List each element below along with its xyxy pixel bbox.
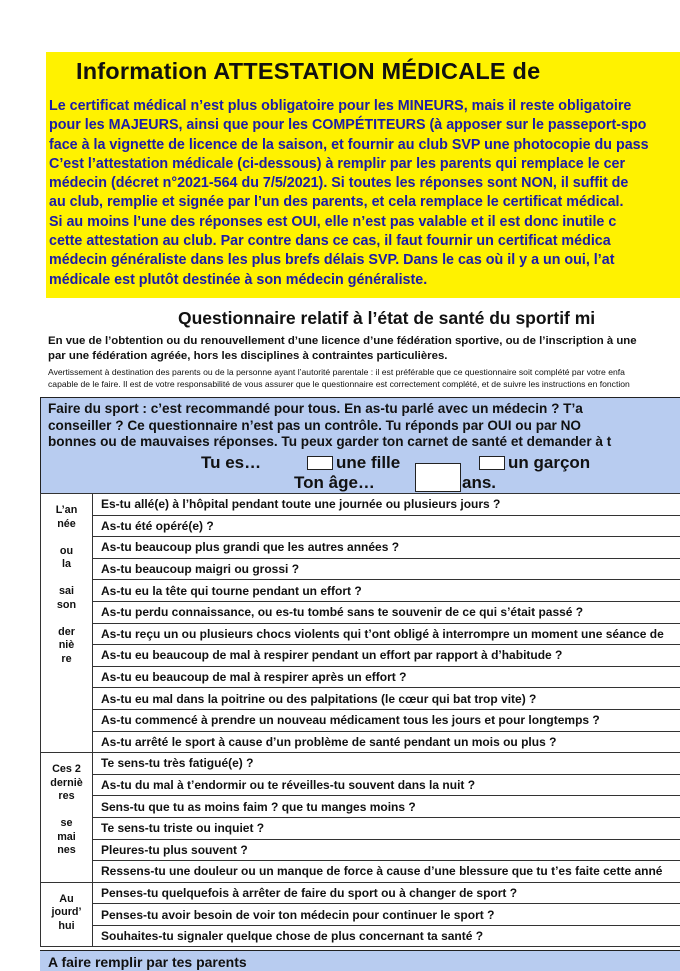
period-label-line: niè (41, 639, 92, 653)
medical-info-banner (46, 52, 680, 298)
question-text: As-tu beaucoup maigri ou grossi ? (93, 558, 680, 580)
age-label: Ton âge… (294, 473, 375, 493)
question-text: Ressens-tu une douleur ou un manque de force à cause d’une blessure que tu t’es faite cette anné (93, 861, 680, 883)
question-row (41, 861, 680, 883)
questionnaire-intro (48, 334, 637, 363)
question-text: Es-tu allé(e) à l’hôpital pendant toute une journée ou plusieurs jours ? (93, 494, 680, 516)
question-text: Te sens-tu triste ou inquiet ? (93, 817, 680, 839)
question-row (41, 753, 680, 775)
advice-line: conseiller ? Ce questionnaire n’est pas un contrôle. Tu réponds par OUI ou par NO (48, 418, 611, 435)
question-row (41, 666, 680, 688)
period-label-line: ou (41, 545, 92, 559)
question-row (41, 817, 680, 839)
period-label-line: nes (41, 844, 92, 858)
period-label-line (41, 531, 92, 545)
period-label (41, 753, 93, 883)
question-text: As-tu reçu un ou plusieurs chocs violents qui t’ont obligé à interrompre un moment une séance de (93, 623, 680, 645)
question-text: Penses-tu quelquefois à arrêter de faire du sport ou à changer de sport ? (93, 882, 680, 904)
girl-checkbox[interactable] (307, 456, 333, 470)
question-row (41, 796, 680, 818)
period-label-line: la (41, 558, 92, 572)
girl-label: une fille (336, 453, 400, 473)
question-text: Souhaites-tu signaler quelque chose de plus concernant ta santé ? (93, 925, 680, 947)
period-label-line: sai (41, 585, 92, 599)
question-text: As-tu eu beaucoup de mal à respirer après un effort ? (93, 666, 680, 688)
period-label-line: jourd’ (41, 906, 92, 920)
question-row (41, 731, 680, 753)
warning-line: capable de le faire. Il est de votre responsabilité de vous assurer que le questionnaire est correctement complété, et de suivre les instructions en fonction (48, 378, 630, 390)
warning-line: Avertissement à destination des parents ou de la personne ayant l’autorité parentale : il est préférable que ce questionnaire soit complété par votre enfa (48, 366, 630, 378)
question-row (41, 904, 680, 926)
banner-line: cette attestation au club. Par contre dans ce cas, il faut fournir un certificat médica (49, 232, 680, 251)
banner-line: Le certificat médical n’est plus obligatoire pour les MINEURS, mais il reste obligatoire (49, 97, 680, 116)
banner-line: au club, remplie et signée par l’un des parents, et cela remplace le certificat médical. (49, 193, 680, 212)
question-row (41, 558, 680, 580)
intro-line: En vue de l’obtention ou du renouvellement d’une licence d’une fédération sportive, ou de l’inscription à une (48, 334, 637, 349)
question-text: As-tu du mal à t’endormir ou te réveilles-tu souvent dans la nuit ? (93, 774, 680, 796)
question-text: As-tu commencé à prendre un nouveau médicament tous les jours et pour longtemps ? (93, 709, 680, 731)
questionnaire-title: Questionnaire relatif à l’état de santé du sportif mi (178, 308, 595, 329)
parents-section-header (40, 950, 680, 971)
question-text: As-tu arrêté le sport à cause d’un problème de santé pendant un mois ou plus ? (93, 731, 680, 753)
banner-line: médecin (décret n°2021-564 du 7/5/2021). Si toutes les réponses sont NON, il suffit de (49, 174, 680, 193)
question-row (41, 515, 680, 537)
banner-line: pour les MAJEURS, ainsi que pour les COMPÉTITEURS (à apposer sur le passeport-spo (49, 116, 680, 135)
question-text: Sens-tu que tu as moins faim ? que tu manges moins ? (93, 796, 680, 818)
identity-section (40, 449, 680, 494)
advice-line: Faire du sport : c’est recommandé pour tous. En as-tu parlé avec un médecin ? T’a (48, 401, 611, 418)
question-row (41, 925, 680, 947)
question-row (41, 623, 680, 645)
boy-label: un garçon (508, 453, 590, 473)
period-label-line: mai (41, 831, 92, 845)
question-row (41, 688, 680, 710)
question-row (41, 537, 680, 559)
banner-text (49, 97, 680, 290)
question-text: As-tu été opéré(e) ? (93, 515, 680, 537)
parent-warning (48, 366, 630, 390)
question-row (41, 601, 680, 623)
period-label (41, 882, 93, 947)
boy-checkbox[interactable] (479, 456, 505, 470)
health-questions-table (40, 493, 680, 947)
period-label-line (41, 572, 92, 586)
question-text: Penses-tu avoir besoin de voir ton médecin pour continuer le sport ? (93, 904, 680, 926)
period-label-line: Ces 2 (41, 763, 92, 777)
question-row (41, 494, 680, 516)
age-input-box[interactable] (415, 463, 461, 492)
advice-box (40, 397, 680, 451)
question-row (41, 882, 680, 904)
question-text: As-tu eu mal dans la poitrine ou des palpitations (le cœur qui bat trop vite) ? (93, 688, 680, 710)
period-label-line: der (41, 626, 92, 640)
banner-title: Information ATTESTATION MÉDICALE de (76, 58, 540, 85)
tu-es-label: Tu es… (201, 453, 261, 473)
banner-line: Si au moins l’une des réponses est OUI, elle n’est pas valable et il est donc inutile c (49, 213, 680, 232)
question-row (41, 839, 680, 861)
period-label-line: hui (41, 920, 92, 934)
age-unit-label: ans. (462, 473, 496, 493)
question-text: Te sens-tu très fatigué(e) ? (93, 753, 680, 775)
period-label-line: Au (41, 893, 92, 907)
intro-line: par une fédération agréée, hors les disciplines à contraintes particulières. (48, 349, 637, 364)
period-label (41, 494, 93, 753)
period-label-line: née (41, 518, 92, 532)
question-text: As-tu eu la tête qui tourne pendant un effort ? (93, 580, 680, 602)
question-text: Pleures-tu plus souvent ? (93, 839, 680, 861)
period-label-line: son (41, 599, 92, 613)
period-label-line (41, 804, 92, 818)
question-row (41, 645, 680, 667)
advice-text (48, 401, 611, 451)
period-label-line: se (41, 817, 92, 831)
banner-line: médicale est plutôt destinée à son médecin généraliste. (49, 271, 680, 290)
question-row (41, 580, 680, 602)
advice-line: bonnes ou de mauvaises réponses. Tu peux garder ton carnet de santé et demander à t (48, 434, 611, 451)
banner-line: face à la vignette de licence de la saison, et fournir au club SVP une photocopie du pass (49, 136, 680, 155)
question-row (41, 709, 680, 731)
question-text: As-tu eu beaucoup de mal à respirer pendant un effort par rapport à d’habitude ? (93, 645, 680, 667)
parents-section-label: A faire remplir par tes parents (48, 954, 247, 970)
period-label-line: derniè (41, 777, 92, 791)
question-text: As-tu perdu connaissance, ou es-tu tombé sans te souvenir de ce qui s’était passé ? (93, 601, 680, 623)
question-text: As-tu beaucoup plus grandi que les autres années ? (93, 537, 680, 559)
banner-line: C’est l’attestation médicale (ci-dessous) à remplir par les parents qui remplace le cer (49, 155, 680, 174)
period-label-line (41, 612, 92, 626)
period-label-line: re (41, 653, 92, 667)
period-label-line: res (41, 790, 92, 804)
period-label-line: L’an (41, 504, 92, 518)
question-row (41, 774, 680, 796)
banner-line: médecin généraliste dans les plus brefs délais SVP. Dans le cas où il y a un oui, l’at (49, 251, 680, 270)
